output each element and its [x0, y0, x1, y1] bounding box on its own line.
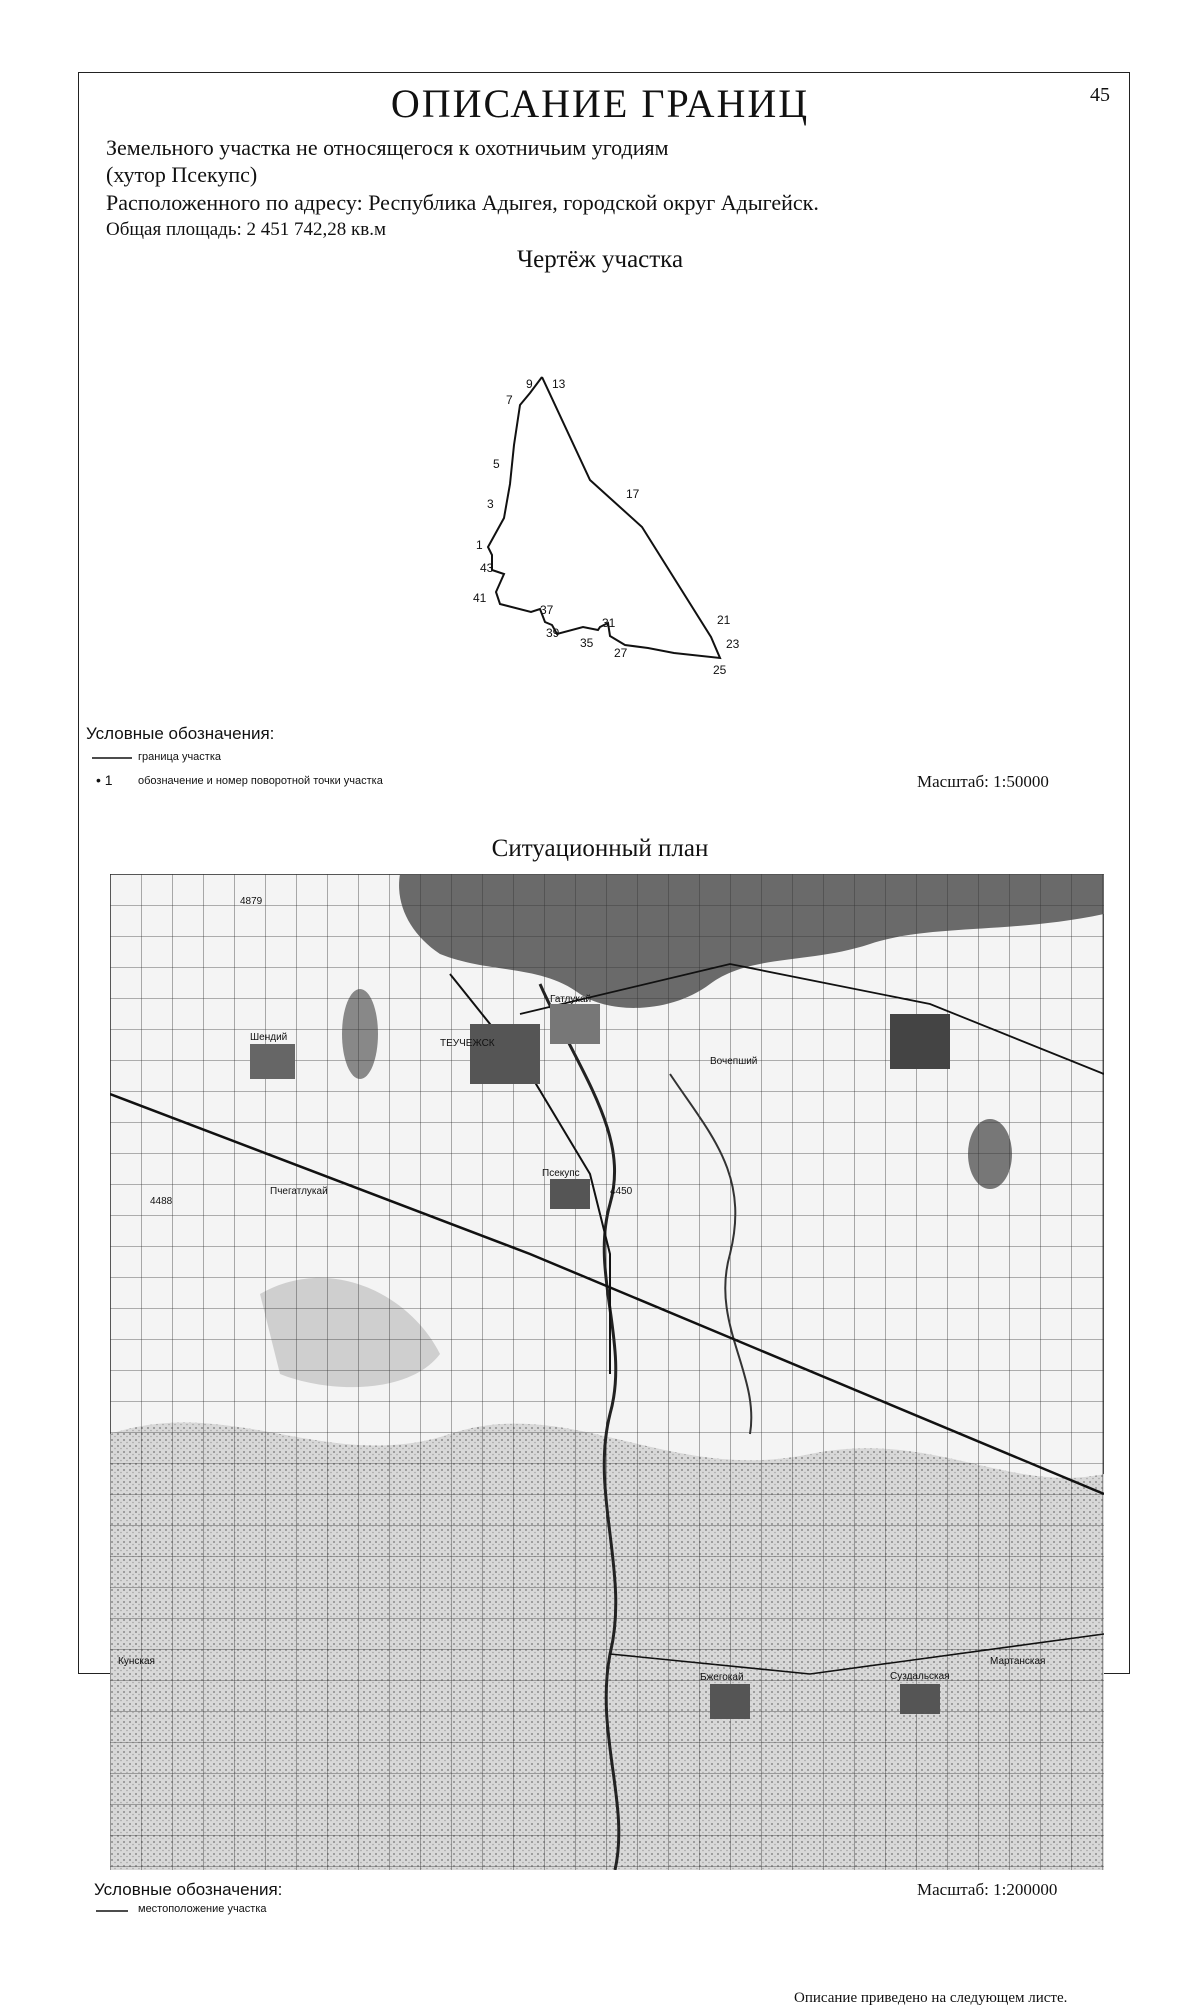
point-legend-label: обозначение и номер поворотной точки участка — [138, 775, 383, 787]
settlement-ponezhukay — [890, 1014, 950, 1069]
point-legend-marker: • 1 — [96, 772, 113, 788]
map-label-teuchezhsk: ТЕУЧЕЖСК — [440, 1038, 495, 1049]
situation-plan-title: Ситуационный план — [491, 835, 709, 862]
description-line-3: Расположенного по адресу: Республика Адыгея, городской округ Адыгейск. — [106, 190, 819, 215]
point-legend-number: 1 — [104, 772, 113, 788]
description-line-2: (хутор Псекупс) — [106, 162, 258, 187]
location-legend-label: местоположение участка — [138, 1903, 267, 1915]
map-label-martanskaya: Мартанская — [990, 1656, 1046, 1667]
point-label-27: 27 — [614, 646, 628, 660]
point-label-41: 41 — [473, 591, 487, 605]
point-label-21: 21 — [717, 613, 731, 627]
point-label-43: 43 — [480, 561, 494, 575]
settlement-psekups — [550, 1179, 590, 1209]
point-label-13: 13 — [552, 377, 566, 391]
settlement-bzhegokay — [710, 1684, 750, 1719]
point-label-23: 23 — [726, 637, 740, 651]
point-label-31: 31 — [602, 616, 616, 630]
drawing-title: Чертёж участка — [516, 246, 684, 273]
map-label-height-3: 4488 — [150, 1196, 173, 1207]
point-label-35: 35 — [580, 636, 594, 650]
map-label-vochepshiy: Вочепший — [710, 1056, 758, 1067]
map-label-bzhegokay: Бжегокай — [700, 1672, 744, 1683]
point-label-3: 3 — [487, 497, 494, 511]
map-label-pchegatlukay: Пчегатлукай — [270, 1186, 328, 1197]
map-scale: Масштаб: 1:200000 — [917, 1880, 1058, 1899]
footer-note: Описание приведено на следующем листе. — [794, 1990, 1068, 2006]
drawing-scale: Масштаб: 1:50000 — [917, 772, 1049, 791]
map-label-shendiy: Шендий — [250, 1032, 288, 1043]
map-label-height-1: 4879 — [240, 896, 263, 907]
map-label-kunskaya: Кунская — [118, 1656, 155, 1667]
settlement-gatlukay — [550, 1004, 600, 1044]
drawing-legend-heading: Условные обозначения: — [86, 724, 275, 743]
settlement-suzdalskaya — [900, 1684, 940, 1714]
map-legend-heading: Условные обозначения: — [94, 1880, 283, 1899]
point-label-7: 7 — [506, 393, 513, 407]
settlement-teuchezhsk — [470, 1024, 540, 1084]
point-label-9: 9 — [526, 377, 533, 391]
point-label-5: 5 — [493, 457, 500, 471]
description-line-1: Земельного участка не относящегося к охотничьим угодиям — [106, 135, 669, 160]
plot-drawing — [0, 0, 1200, 720]
point-label-25: 25 — [713, 663, 727, 677]
point-label-17: 17 — [626, 487, 640, 501]
total-area: Общая площадь: 2 451 742,28 кв.м — [106, 219, 386, 240]
situation-map — [110, 874, 1104, 1870]
map-label-psekups: Псекупс — [542, 1168, 580, 1179]
boundary-legend-line — [92, 752, 136, 762]
point-label-1: 1 — [476, 538, 483, 552]
map-label-height-2: 4450 — [610, 1186, 633, 1197]
location-legend-line — [96, 1906, 132, 1916]
map-label-suzdalskaya: Суздальская — [890, 1671, 950, 1682]
map-label-gatlukay: Гатлукай — [550, 994, 592, 1005]
settlement-shendiy — [250, 1044, 295, 1079]
page-title: ОПИСАНИЕ ГРАНИЦ — [390, 81, 810, 126]
page-number: 45 — [1090, 84, 1110, 106]
boundary-legend-label: граница участка — [138, 751, 221, 763]
point-label-37: 37 — [540, 603, 554, 617]
point-label-39: 39 — [546, 626, 560, 640]
